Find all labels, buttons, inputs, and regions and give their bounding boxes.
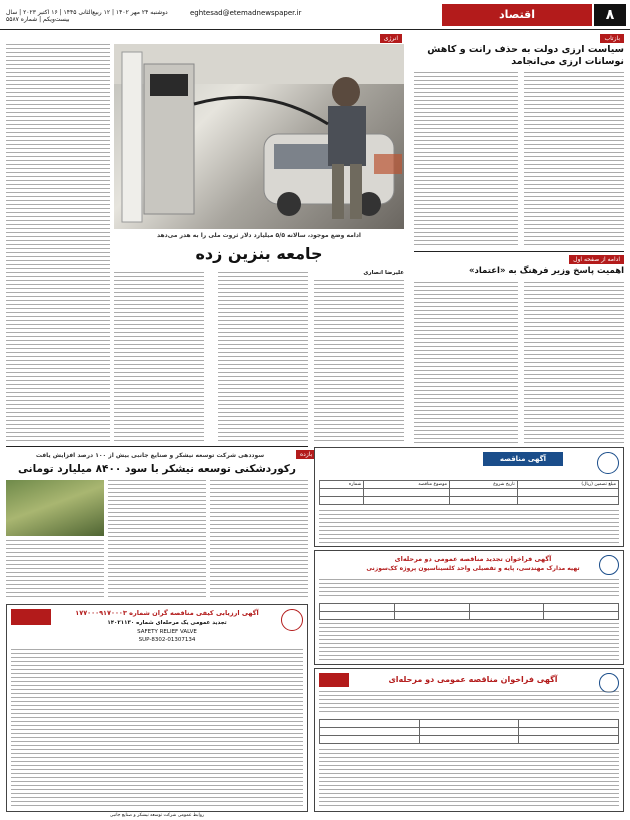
tender-ad-1-table	[319, 480, 619, 505]
tender-ad-4-table	[319, 719, 619, 744]
sugarcane-field-photo	[6, 480, 104, 536]
website-email[interactable]: eghtesad@etemadnewspaper.ir	[190, 9, 302, 17]
company-logo-icon	[599, 673, 619, 693]
fuel-body-col3	[114, 272, 204, 443]
tender-ad-3-title: آگهی ارزیابی کیفی مناقصه گران شماره ۱۷۷۰۰۰۹۱۷۰۰۰۳	[75, 609, 259, 617]
fuel-byline: علیرضا انصاری	[363, 270, 404, 276]
industry-body-col1	[210, 480, 308, 600]
company-logo-icon	[281, 609, 303, 631]
tender-ad-1-text	[319, 510, 619, 544]
policy-tag: بازتاب	[600, 34, 624, 43]
tender-ad-4-title: آگهی فراخوان مناقصه عمومی دو مرحله‌ای	[388, 675, 558, 684]
culture-body-col1	[524, 282, 624, 444]
col-header-guarantee: مبلغ تضمین (ریال)	[517, 481, 618, 489]
fuel-photo-tag: انرژی	[380, 34, 402, 43]
tender-ad-4	[314, 668, 624, 812]
tender-ad-3-code: SUP-8302-01307134	[138, 637, 196, 643]
industry-body-col3	[6, 540, 104, 600]
tender-ad-2-table	[319, 603, 619, 620]
page-header	[0, 0, 630, 30]
page-number: ۸	[594, 4, 626, 26]
fuel-headline: جامعه بنزین زده	[195, 244, 323, 263]
gas-station-photo	[114, 44, 404, 229]
col-header-number: شماره	[320, 481, 364, 489]
tender-ad-2-text	[319, 623, 619, 661]
tender-ad-1	[314, 447, 624, 547]
culture-headline: اهمیت پاسخ وزیر فرهنگ به «اعتماد»	[469, 266, 624, 276]
col-header-subject: موضوع مناقصه	[364, 481, 450, 489]
tender-ad-3-text	[11, 649, 303, 807]
culture-body-col2	[414, 282, 518, 444]
company-logo-icon	[599, 555, 619, 575]
industry-kicker: سوددهی شرکت توسعه نیشکر و صنایع جانبی بیش از ۱۰۰ درصد افزایش یافت	[35, 452, 265, 459]
section-title: اقتصاد	[442, 4, 592, 26]
fuel-body-col2	[218, 272, 308, 443]
industry-tag: بازده	[296, 450, 316, 459]
policy-headline: سیاست ارزی دولت به حذف رانت و کاهش نوسانات ارزی می‌انجامد	[427, 44, 624, 67]
ad-footer-note: روابط عمومی شرکت توسعه نیشکر و صنایع جانبی	[109, 813, 205, 818]
industry-headline: رکوردشکنی توسعه نیشکر با سود ۸۴۰۰ میلیارد تومانی	[18, 463, 296, 475]
tender-ad-2-intro	[319, 579, 619, 599]
gas-station-illustration	[114, 44, 404, 229]
tender-ad-3-subtitle: تجدید عمومی یک مرحله‌ای شماره ۱۴۰۲۱۱۳۰	[107, 620, 227, 626]
tender-ad-1-title: آگهی مناقصه	[483, 452, 563, 466]
dateline: دوشنبه ۲۴ مهر ۱۴۰۲ | ۱۲ ربیع‌الثانی ۱۴۴۵ | ۱۶ اکتبر ۲۰۲۳ | سال بیست‌ویکم | شماره ۵۵۸۷	[6, 9, 168, 23]
fuel-kicker: ادامه وضع موجود، سالانه ۵/۵ میلیارد دلار ثروت ملی را به هدر می‌دهد	[157, 232, 361, 239]
company-logo-icon	[597, 452, 619, 474]
tender-ad-3	[6, 604, 308, 812]
col-header-start: تاریخ شروع	[450, 481, 518, 489]
ad-4-badge	[319, 673, 349, 687]
tender-ad-2-subtitle: تهیه مدارک مهندسی، پایه و تفصیلی واحد کلسیناسیون پروژه کک‌سوزنی	[366, 565, 580, 572]
tender-ad-3-item: SAFETY RELIEF VALVE	[137, 629, 197, 635]
tender-ad-2-title: آگهی فراخوان تجدید مناقصه عمومی دو مرحله‌ای	[394, 555, 552, 563]
left-column-text	[6, 44, 110, 444]
tender-ad-4-intro	[319, 691, 619, 715]
tender-ad-4-text	[319, 749, 619, 807]
tender-ad-2	[314, 550, 624, 665]
fuel-body-col1	[314, 280, 404, 443]
industry-body-col2	[108, 480, 206, 600]
policy-body-col2	[414, 72, 518, 248]
culture-tag: ادامه از صفحه اول	[569, 255, 624, 264]
policy-body-col1	[524, 72, 624, 248]
ad-3-badge	[11, 609, 51, 625]
